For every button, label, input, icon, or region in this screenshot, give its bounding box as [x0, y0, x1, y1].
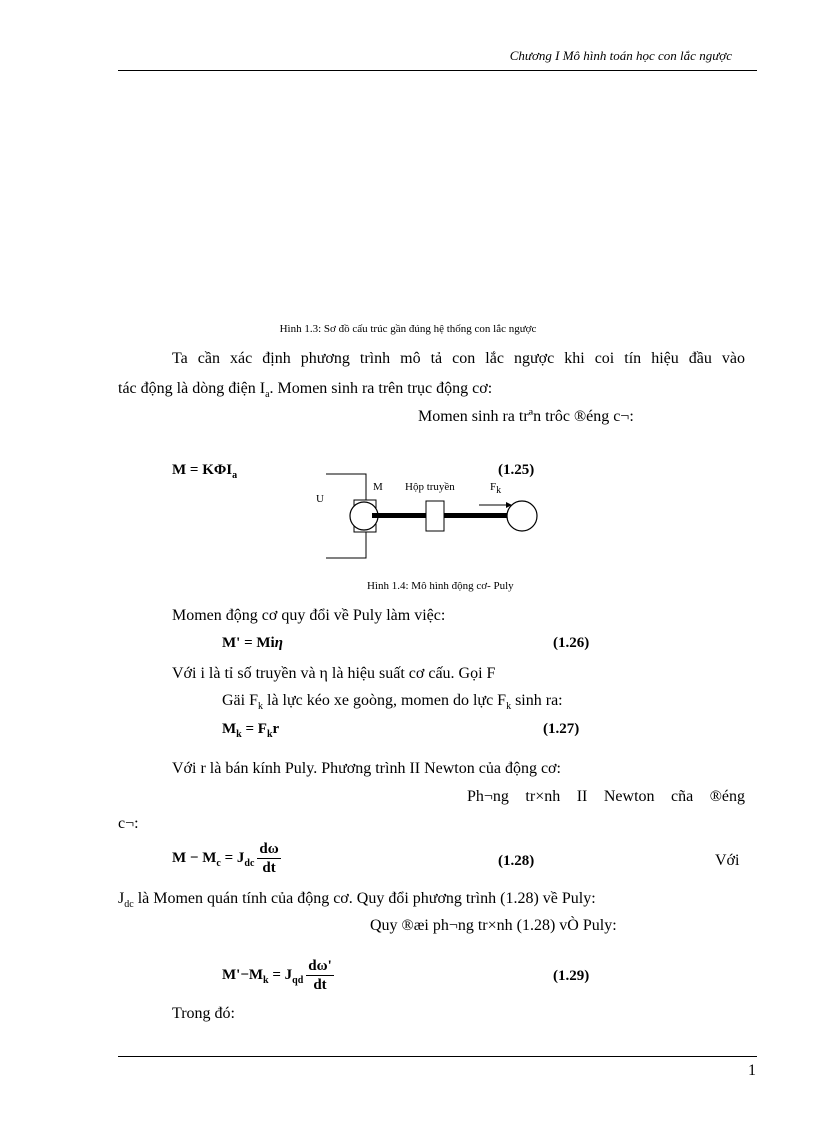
paragraph-line: $J_{dc}$ là Momen quán tính của động cơ. Quy đổi phương trình (1.28) về Puly:	[118, 890, 596, 911]
equation-number: (1.26)	[553, 635, 590, 651]
page-number: 1	[748, 1062, 756, 1079]
paragraph-line: Với i là tỉ số truyền và η là hiệu suất cơ cấu. Gọi F	[172, 665, 496, 682]
equation-number: (1.25)	[498, 462, 535, 478]
figure-1-4-caption: Hình 1.4: Mô hình động cơ- Puly	[367, 580, 514, 592]
equation-number: (1.28)	[498, 853, 535, 869]
paragraph-line: Momen động cơ quy đổi về Puly làm việc:	[172, 607, 446, 624]
paragraph-line: Trong đó:	[172, 1005, 235, 1022]
pulley-icon	[507, 501, 537, 531]
input-wire-top	[326, 474, 366, 500]
diagram-label-force: $F_k$	[490, 481, 502, 497]
paragraph-line: Với	[715, 852, 740, 869]
equation-1-27: $M_k = F_kr$	[222, 721, 280, 740]
equation-1-25: $M = K\Phi I_a$	[172, 462, 238, 481]
equation-1-26: M' = Miη	[222, 635, 283, 651]
equation-number: (1.27)	[543, 721, 580, 737]
figure-1-3-caption: Hình 1.3: Sơ đồ cấu trúc gần đúng hệ thống con lắc ngược	[279, 323, 537, 335]
paragraph-line: Ta cần xác định phương trình mô tả con lắc ngược khi coi tín hiệu đầu vào	[172, 350, 745, 367]
paragraph-line: Gäi $F_k$ là lực kéo xe goòng, momen do lực $F_k$ sinh ra:	[222, 692, 563, 713]
input-wire-bottom	[326, 532, 366, 558]
footer-rule	[118, 1056, 757, 1057]
paragraph-line: tác động là dòng điện $I_a$. Momen sinh ra trên trục động cơ:	[118, 380, 493, 401]
equation-number: (1.29)	[553, 968, 590, 984]
equation-1-29: $M'-M_k = J_{qd}$ $\frac{d\omega'}{dt}$	[222, 958, 332, 993]
garbled-text: c¬:	[118, 815, 139, 832]
running-header: Chương I Mô hình toán học con lắc ngược	[509, 48, 732, 63]
garbled-text: Ph¬ng tr×nh II Newton cña ®éng	[467, 788, 745, 805]
diagram-label-gearbox: Hộp truyền	[405, 481, 455, 493]
garbled-text: Quy ®æi ph¬ng tr×nh (1.28) vÒ Puly:	[370, 917, 617, 934]
diagram-label-u: U	[316, 493, 324, 505]
paragraph-line: Với r là bán kính Puly. Phương trình II Newton của động cơ:	[172, 760, 561, 777]
equation-1-28: $M - M_c = J_{dc}$ $\frac{d\omega}{dt}$	[172, 841, 279, 876]
header-rule	[118, 70, 757, 71]
diagram-label-m: M	[373, 481, 383, 493]
garbled-text: Momen sinh ra trªn trôc ®éng c¬:	[418, 408, 634, 425]
gearbox-icon	[426, 501, 444, 531]
